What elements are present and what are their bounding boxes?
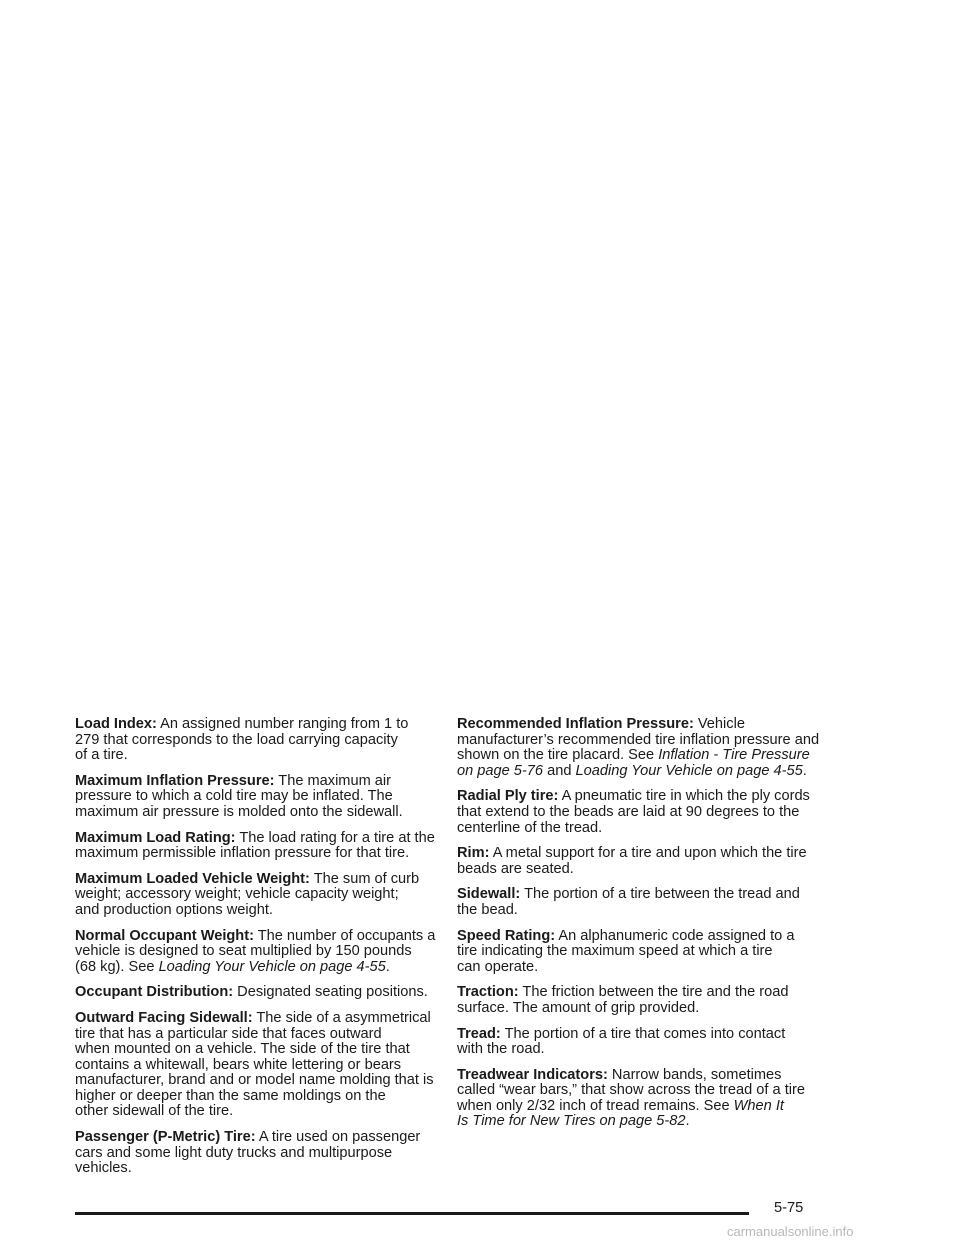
definition-text: . xyxy=(685,1113,690,1130)
definition-text: An alphanumeric code assigned to a xyxy=(558,927,795,944)
glossary-entry-traction xyxy=(457,985,827,1016)
glossary-entry-maximum-loaded-vehicle-weight xyxy=(75,872,440,919)
term-label: Outward Facing Sidewall: xyxy=(75,1009,253,1026)
definition-text: tire that has a particular side that faces outward xyxy=(75,1025,382,1042)
definition-text: and xyxy=(547,762,572,779)
definition-text: . xyxy=(385,958,390,975)
definition-text: beads are seated. xyxy=(457,860,574,877)
term-label: Tread: xyxy=(457,1025,501,1042)
definition-text: pressure to which a cold tire may be inflated. The xyxy=(75,788,393,805)
definition-text: centerline of the tread. xyxy=(457,819,603,836)
glossary-entry-load-index xyxy=(75,717,440,764)
glossary-entry-rim xyxy=(457,846,827,877)
definition-text: (68 kg). See xyxy=(75,958,155,975)
term-label: Normal Occupant Weight: xyxy=(75,927,254,944)
page-number: 5-75 xyxy=(774,1200,804,1216)
cross-reference-link[interactable]: Loading Your Vehicle on page 4-55 xyxy=(158,958,386,975)
definition-text: manufacturer’s recommended tire inflation pressure and xyxy=(457,731,820,748)
definition-text: surface. The amount of grip provided. xyxy=(457,999,700,1016)
definition-text: contains a whitewall, bears white lettering or bears xyxy=(75,1056,402,1073)
cross-reference-link[interactable]: Inflation - Tire Pressure xyxy=(658,747,810,764)
term-label: Treadwear Indicators: xyxy=(457,1066,608,1083)
glossary-entry-maximum-load-rating xyxy=(75,831,440,862)
glossary-entry-passenger-tire xyxy=(75,1130,440,1177)
term-label: Sidewall: xyxy=(457,886,521,903)
glossary-entry-speed-rating xyxy=(457,929,827,976)
term-label: Load Index: xyxy=(75,716,157,732)
definition-text: The side of a asymmetrical xyxy=(256,1009,431,1026)
glossary-entry-treadwear-indicators xyxy=(457,1068,827,1130)
definition-text: The maximum air xyxy=(278,772,392,789)
definition-text: vehicle is designed to seat multiplied by 150 pounds xyxy=(75,943,412,960)
term-label: Maximum Load Rating: xyxy=(75,829,236,846)
definition-text: the bead. xyxy=(457,901,518,918)
definition-text: Designated seating positions. xyxy=(237,984,428,1001)
definition-text: maximum permissible inflation pressure for that tire. xyxy=(75,845,410,862)
definition-text: and production options weight. xyxy=(75,901,273,918)
definition-text: 279 that corresponds to the load carrying capacity xyxy=(75,731,398,748)
glossary-entry-sidewall xyxy=(457,887,827,918)
term-label: Traction: xyxy=(457,984,519,1001)
definition-text: vehicles. xyxy=(75,1160,132,1177)
definition-text: when mounted on a vehicle. The side of the tire that xyxy=(75,1041,410,1058)
glossary-entry-maximum-inflation-pressure xyxy=(75,774,440,821)
glossary-entry-normal-occupant-weight xyxy=(75,929,440,976)
definition-text: The friction between the tire and the road xyxy=(522,984,789,1001)
glossary-entry-occupant-distribution xyxy=(75,985,440,1001)
definition-text: when only 2/32 inch of tread remains. See xyxy=(457,1097,730,1114)
glossary-entry-recommended-inflation-pressure xyxy=(457,717,827,779)
left-column xyxy=(75,717,440,1187)
definition-text: tire indicating the maximum speed at which a tire xyxy=(457,943,773,960)
definition-text: Narrow bands, sometimes xyxy=(611,1066,782,1083)
term-label: Rim: xyxy=(457,845,490,862)
definition-text: The number of occupants a xyxy=(257,927,436,944)
definition-text: shown on the tire placard. See xyxy=(457,747,655,764)
term-label: Speed Rating: xyxy=(457,927,556,944)
term-label: Passenger (P-Metric) Tire: xyxy=(75,1129,256,1146)
term-label: Radial Ply tire: xyxy=(457,788,559,805)
definition-text: A pneumatic tire in which the ply cords xyxy=(561,788,810,805)
definition-text: The load rating for a tire at the xyxy=(239,829,435,846)
term-label: Occupant Distribution: xyxy=(75,984,234,1001)
definition-text: An assigned number ranging from 1 to xyxy=(160,716,409,732)
cross-reference-link[interactable]: When It xyxy=(733,1097,784,1114)
definition-text: Vehicle xyxy=(697,716,745,732)
definition-text: weight; accessory weight; vehicle capacity weight; xyxy=(75,886,399,903)
definition-text: The sum of curb xyxy=(313,870,420,887)
definition-text: that extend to the beads are laid at 90 degrees to the xyxy=(457,803,800,820)
watermark: carmanualsonline.info xyxy=(727,1224,854,1239)
definition-text: The portion of a tire between the tread and xyxy=(524,886,800,903)
glossary-entry-radial-ply-tire xyxy=(457,789,827,836)
definition-text: A tire used on passenger xyxy=(258,1129,421,1146)
definition-text: A metal support for a tire and upon which the tire xyxy=(492,845,807,862)
definition-text: maximum air pressure is molded onto the sidewall. xyxy=(75,803,403,820)
definition-text: manufacturer, brand and or model name molding that is xyxy=(75,1072,434,1089)
definition-text: . xyxy=(802,762,807,779)
footer-rule xyxy=(75,1212,749,1215)
term-label: Maximum Inflation Pressure: xyxy=(75,772,275,789)
definition-text: can operate. xyxy=(457,958,539,975)
term-label: Recommended Inflation Pressure: xyxy=(457,716,694,732)
term-label: Maximum Loaded Vehicle Weight: xyxy=(75,870,310,887)
definition-text: cars and some light duty trucks and multipurpose xyxy=(75,1144,393,1161)
definition-text: other sidewall of the tire. xyxy=(75,1103,234,1120)
definition-text: of a tire. xyxy=(75,747,128,764)
cross-reference-link[interactable]: on page 5-76 xyxy=(457,762,544,779)
right-column xyxy=(457,717,827,1140)
definition-text: higher or deeper than the same moldings on the xyxy=(75,1087,386,1104)
glossary-entry-tread xyxy=(457,1027,827,1058)
glossary-entry-outward-facing-sidewall xyxy=(75,1011,440,1120)
cross-reference-link[interactable]: Is Time for New Tires on page 5-82 xyxy=(457,1113,686,1130)
definition-text: The portion of a tire that comes into contact xyxy=(504,1025,786,1042)
definition-text: called “wear bars,” that show across the tread of a tire xyxy=(457,1082,805,1099)
cross-reference-link[interactable]: Loading Your Vehicle on page 4-55 xyxy=(575,762,803,779)
definition-text: with the road. xyxy=(457,1041,545,1058)
